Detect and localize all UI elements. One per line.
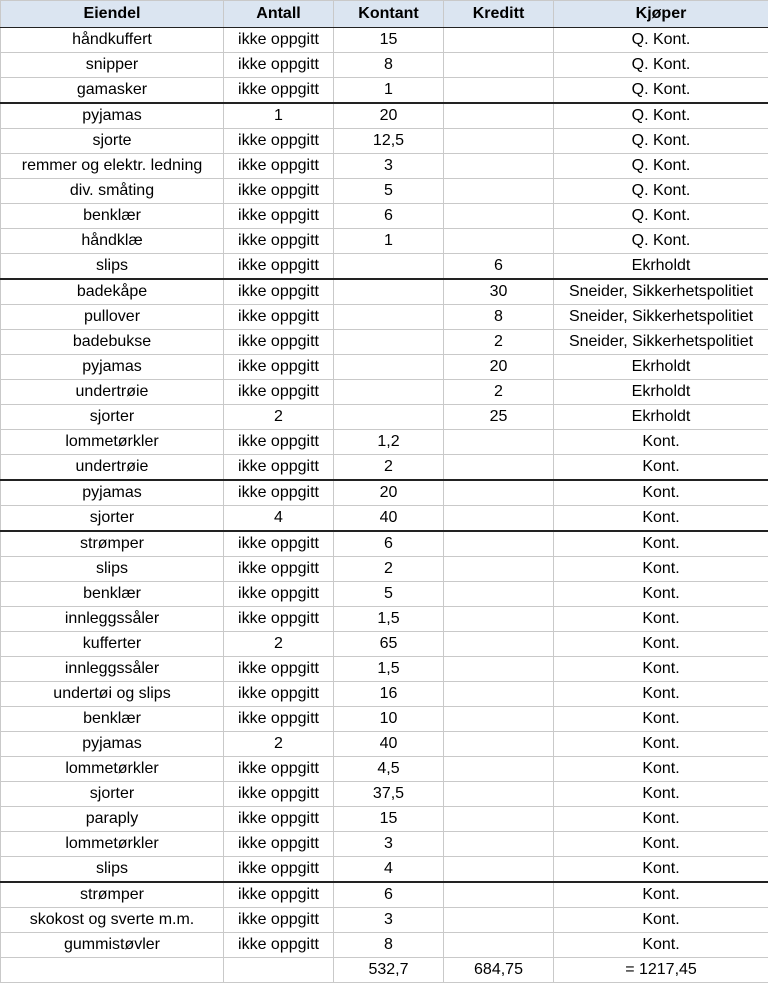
cell-kreditt — [444, 53, 554, 78]
cell-kreditt — [444, 632, 554, 657]
header-kontant: Kontant — [334, 1, 444, 28]
total-kreditt: 684,75 — [444, 958, 554, 983]
cell-kreditt — [444, 557, 554, 582]
cell-kreditt — [444, 732, 554, 757]
cell-antall: ikke oppgitt — [224, 380, 334, 405]
cell-kjoper: Kont. — [554, 506, 768, 532]
cell-kreditt — [444, 682, 554, 707]
cell-kreditt — [444, 908, 554, 933]
table-row — [1, 179, 768, 204]
cell-kreditt — [444, 757, 554, 782]
cell-kjoper: Kont. — [554, 707, 768, 732]
cell-kontant: 16 — [334, 682, 444, 707]
table-row — [1, 707, 768, 732]
cell-antall: ikke oppgitt — [224, 480, 334, 506]
cell-kontant — [334, 380, 444, 405]
cell-kontant: 5 — [334, 179, 444, 204]
cell-eiendel: innleggssåler — [1, 657, 224, 682]
cell-kontant: 6 — [334, 531, 444, 557]
cell-kjoper: Kont. — [554, 857, 768, 883]
cell-antall: ikke oppgitt — [224, 53, 334, 78]
table-row — [1, 430, 768, 455]
cell-eiendel: lommetørkler — [1, 430, 224, 455]
cell-antall: 1 — [224, 103, 334, 129]
cell-antall: ikke oppgitt — [224, 832, 334, 857]
cell-kreditt — [444, 832, 554, 857]
cell-antall: ikke oppgitt — [224, 129, 334, 154]
cell-kreditt — [444, 657, 554, 682]
cell-eiendel: slips — [1, 557, 224, 582]
cell-antall: ikke oppgitt — [224, 908, 334, 933]
table-row — [1, 279, 768, 305]
cell-kjoper: Kont. — [554, 682, 768, 707]
cell-kreditt — [444, 480, 554, 506]
table-row — [1, 129, 768, 154]
cell-eiendel: snipper — [1, 53, 224, 78]
cell-kontant: 40 — [334, 732, 444, 757]
table-row — [1, 103, 768, 129]
cell-kjoper: Kont. — [554, 832, 768, 857]
table-row — [1, 480, 768, 506]
cell-kontant: 4,5 — [334, 757, 444, 782]
cell-kontant: 20 — [334, 480, 444, 506]
cell-antall: ikke oppgitt — [224, 355, 334, 380]
cell-kontant: 3 — [334, 908, 444, 933]
cell-antall: 2 — [224, 632, 334, 657]
cell-antall: ikke oppgitt — [224, 531, 334, 557]
cell-kjoper: Q. Kont. — [554, 53, 768, 78]
cell-antall: ikke oppgitt — [224, 254, 334, 280]
table-row — [1, 757, 768, 782]
header-eiendel: Eiendel — [1, 1, 224, 28]
cell-kontant — [334, 254, 444, 280]
cell-kreditt — [444, 103, 554, 129]
cell-kreditt — [444, 531, 554, 557]
table-row — [1, 882, 768, 908]
cell-kontant: 12,5 — [334, 129, 444, 154]
cell-kjoper: Ekrholdt — [554, 380, 768, 405]
cell-eiendel: lommetørkler — [1, 757, 224, 782]
cell-antall: ikke oppgitt — [224, 857, 334, 883]
cell-kreditt — [444, 607, 554, 632]
cell-antall: ikke oppgitt — [224, 179, 334, 204]
totals-row — [1, 958, 768, 983]
cell-eiendel: div. småting — [1, 179, 224, 204]
cell-eiendel: pyjamas — [1, 480, 224, 506]
cell-eiendel: strømper — [1, 531, 224, 557]
table-row — [1, 908, 768, 933]
cell-antall: ikke oppgitt — [224, 707, 334, 732]
table-row — [1, 557, 768, 582]
cell-eiendel: sjorter — [1, 506, 224, 532]
cell-kontant: 2 — [334, 557, 444, 582]
cell-antall: ikke oppgitt — [224, 657, 334, 682]
cell-kontant: 8 — [334, 53, 444, 78]
cell-antall: ikke oppgitt — [224, 455, 334, 481]
cell-kontant: 1,5 — [334, 657, 444, 682]
cell-antall: ikke oppgitt — [224, 204, 334, 229]
cell-kjoper: Kont. — [554, 782, 768, 807]
total-sum: = 1217,45 — [554, 958, 768, 983]
cell-eiendel: undertrøie — [1, 455, 224, 481]
cell-kontant — [334, 305, 444, 330]
cell-eiendel: pyjamas — [1, 732, 224, 757]
cell-eiendel: pullover — [1, 305, 224, 330]
cell-antall: ikke oppgitt — [224, 807, 334, 832]
cell-eiendel: kufferter — [1, 632, 224, 657]
cell-antall: ikke oppgitt — [224, 882, 334, 908]
cell-eiendel: pyjamas — [1, 103, 224, 129]
cell-kontant: 6 — [334, 204, 444, 229]
table-row — [1, 807, 768, 832]
table-row — [1, 405, 768, 430]
cell-kjoper: Kont. — [554, 882, 768, 908]
cell-kjoper: Q. Kont. — [554, 103, 768, 129]
cell-kjoper: Q. Kont. — [554, 78, 768, 104]
table-row — [1, 305, 768, 330]
cell-kreditt — [444, 179, 554, 204]
cell-eiendel: badekåpe — [1, 279, 224, 305]
cell-kontant: 37,5 — [334, 782, 444, 807]
cell-kontant — [334, 405, 444, 430]
cell-kontant: 6 — [334, 882, 444, 908]
cell-kjoper: Kont. — [554, 908, 768, 933]
table-row — [1, 531, 768, 557]
cell-eiendel: lommetørkler — [1, 832, 224, 857]
cell-kontant: 40 — [334, 506, 444, 532]
cell-kjoper: Kont. — [554, 557, 768, 582]
cell-antall: ikke oppgitt — [224, 78, 334, 104]
cell-kjoper: Kont. — [554, 430, 768, 455]
cell-kontant: 20 — [334, 103, 444, 129]
cell-eiendel: håndklæ — [1, 229, 224, 254]
cell-eiendel: slips — [1, 857, 224, 883]
cell-kjoper: Kont. — [554, 757, 768, 782]
cell-kjoper: Kont. — [554, 455, 768, 481]
table-row — [1, 506, 768, 532]
cell-antall: ikke oppgitt — [224, 557, 334, 582]
cell-kreditt — [444, 882, 554, 908]
cell-kjoper: Q. Kont. — [554, 204, 768, 229]
cell-eiendel: strømper — [1, 882, 224, 908]
cell-antall: 2 — [224, 405, 334, 430]
cell-kontant: 3 — [334, 832, 444, 857]
cell-kreditt — [444, 229, 554, 254]
cell-kontant — [334, 279, 444, 305]
table-row — [1, 657, 768, 682]
cell-eiendel: gummistøvler — [1, 933, 224, 958]
cell-kontant: 1,5 — [334, 607, 444, 632]
cell-kontant — [334, 355, 444, 380]
cell-eiendel: skokost og sverte m.m. — [1, 908, 224, 933]
cell-eiendel: håndkuffert — [1, 28, 224, 53]
cell-kjoper: Sneider, Sikkerhetspolitiet — [554, 330, 768, 355]
table-row — [1, 582, 768, 607]
cell-antall: ikke oppgitt — [224, 229, 334, 254]
cell-kreditt — [444, 430, 554, 455]
total-antall — [224, 958, 334, 983]
cell-kjoper: Q. Kont. — [554, 129, 768, 154]
cell-kjoper: Kont. — [554, 480, 768, 506]
cell-kreditt — [444, 154, 554, 179]
cell-kreditt: 2 — [444, 380, 554, 405]
cell-eiendel: paraply — [1, 807, 224, 832]
cell-antall: ikke oppgitt — [224, 28, 334, 53]
header-row — [1, 1, 768, 28]
cell-kontant: 1 — [334, 78, 444, 104]
cell-antall: ikke oppgitt — [224, 279, 334, 305]
cell-kjoper: Sneider, Sikkerhetspolitiet — [554, 305, 768, 330]
cell-kreditt — [444, 857, 554, 883]
table-row — [1, 28, 768, 53]
cell-kjoper: Kont. — [554, 607, 768, 632]
cell-kontant — [334, 330, 444, 355]
cell-kreditt: 30 — [444, 279, 554, 305]
cell-antall: ikke oppgitt — [224, 582, 334, 607]
table-row — [1, 682, 768, 707]
cell-eiendel: remmer og elektr. ledning — [1, 154, 224, 179]
cell-kjoper: Ekrholdt — [554, 355, 768, 380]
cell-kjoper: Kont. — [554, 807, 768, 832]
cell-kjoper: Q. Kont. — [554, 28, 768, 53]
table-row — [1, 330, 768, 355]
header-kjoper: Kjøper — [554, 1, 768, 28]
cell-kjoper: Kont. — [554, 531, 768, 557]
cell-kontant: 15 — [334, 807, 444, 832]
cell-kreditt — [444, 129, 554, 154]
cell-kreditt — [444, 933, 554, 958]
cell-antall: 2 — [224, 732, 334, 757]
table-row — [1, 254, 768, 280]
table-row — [1, 607, 768, 632]
total-eiendel — [1, 958, 224, 983]
cell-antall: ikke oppgitt — [224, 330, 334, 355]
cell-antall: ikke oppgitt — [224, 757, 334, 782]
table-row — [1, 78, 768, 104]
table-row — [1, 204, 768, 229]
cell-eiendel: benklær — [1, 707, 224, 732]
cell-eiendel: innleggssåler — [1, 607, 224, 632]
cell-kreditt: 2 — [444, 330, 554, 355]
cell-kontant: 10 — [334, 707, 444, 732]
cell-antall: ikke oppgitt — [224, 154, 334, 179]
cell-antall: ikke oppgitt — [224, 682, 334, 707]
cell-antall: 4 — [224, 506, 334, 532]
cell-kreditt — [444, 78, 554, 104]
cell-eiendel: benklær — [1, 204, 224, 229]
table-row — [1, 732, 768, 757]
cell-kjoper: Kont. — [554, 732, 768, 757]
header-antall: Antall — [224, 1, 334, 28]
cell-kjoper: Q. Kont. — [554, 154, 768, 179]
table-row — [1, 782, 768, 807]
cell-kjoper: Ekrholdt — [554, 254, 768, 280]
cell-kjoper: Sneider, Sikkerhetspolitiet — [554, 279, 768, 305]
cell-eiendel: sjorte — [1, 129, 224, 154]
cell-antall: ikke oppgitt — [224, 933, 334, 958]
cell-kjoper: Kont. — [554, 657, 768, 682]
cell-antall: ikke oppgitt — [224, 305, 334, 330]
cell-kreditt — [444, 455, 554, 481]
cell-kreditt: 20 — [444, 355, 554, 380]
cell-kreditt: 8 — [444, 305, 554, 330]
cell-kjoper: Q. Kont. — [554, 179, 768, 204]
cell-eiendel: slips — [1, 254, 224, 280]
cell-eiendel: undertøi og slips — [1, 682, 224, 707]
cell-eiendel: undertrøie — [1, 380, 224, 405]
cell-eiendel: badebukse — [1, 330, 224, 355]
cell-kjoper: Kont. — [554, 933, 768, 958]
table-row — [1, 53, 768, 78]
cell-kreditt — [444, 506, 554, 532]
cell-kontant: 1,2 — [334, 430, 444, 455]
cell-kontant: 5 — [334, 582, 444, 607]
cell-eiendel: gamasker — [1, 78, 224, 104]
cell-kontant: 1 — [334, 229, 444, 254]
cell-kjoper: Kont. — [554, 632, 768, 657]
cell-kreditt: 25 — [444, 405, 554, 430]
cell-kreditt — [444, 582, 554, 607]
table-row — [1, 832, 768, 857]
cell-kreditt — [444, 707, 554, 732]
cell-antall: ikke oppgitt — [224, 782, 334, 807]
cell-antall: ikke oppgitt — [224, 607, 334, 632]
cell-kreditt — [444, 28, 554, 53]
cell-kontant: 3 — [334, 154, 444, 179]
cell-eiendel: sjorter — [1, 782, 224, 807]
cell-kontant: 4 — [334, 857, 444, 883]
table-row — [1, 355, 768, 380]
cell-kreditt — [444, 204, 554, 229]
table-row — [1, 933, 768, 958]
table-row — [1, 380, 768, 405]
header-kreditt: Kreditt — [444, 1, 554, 28]
cell-kjoper: Q. Kont. — [554, 229, 768, 254]
cell-kreditt — [444, 782, 554, 807]
cell-kontant: 8 — [334, 933, 444, 958]
table-row — [1, 857, 768, 883]
cell-eiendel: sjorter — [1, 405, 224, 430]
cell-kjoper: Kont. — [554, 582, 768, 607]
cell-eiendel: pyjamas — [1, 355, 224, 380]
cell-eiendel: benklær — [1, 582, 224, 607]
table-row — [1, 455, 768, 481]
cell-kontant: 65 — [334, 632, 444, 657]
total-kontant: 532,7 — [334, 958, 444, 983]
cell-kreditt: 6 — [444, 254, 554, 280]
ledger-body — [1, 28, 768, 958]
cell-kreditt — [444, 807, 554, 832]
table-row — [1, 229, 768, 254]
cell-kontant: 2 — [334, 455, 444, 481]
table-row — [1, 154, 768, 179]
table-row — [1, 632, 768, 657]
cell-antall: ikke oppgitt — [224, 430, 334, 455]
cell-kjoper: Ekrholdt — [554, 405, 768, 430]
cell-kontant: 15 — [334, 28, 444, 53]
